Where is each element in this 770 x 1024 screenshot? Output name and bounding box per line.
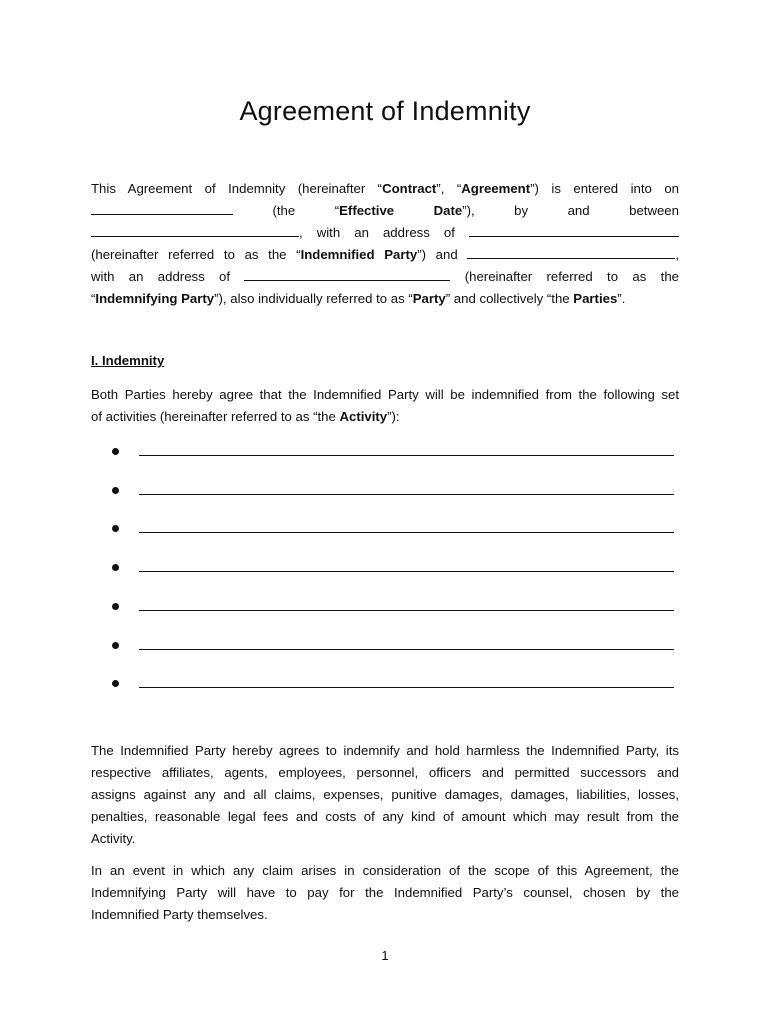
counsel-line-3: Indemnified Party themselves. — [91, 907, 268, 922]
activity-intro-paragraph — [91, 384, 679, 428]
page-number: 1 — [381, 948, 389, 963]
counsel-paragraph — [91, 860, 679, 926]
date-blank-field[interactable] — [91, 200, 233, 215]
term-activity: Activity — [339, 409, 388, 424]
bullet-icon — [112, 680, 119, 687]
bullet-icon — [112, 448, 119, 455]
activity-blank-field[interactable] — [139, 455, 674, 456]
term-contract: Contract — [382, 181, 437, 196]
intro-paragraph — [91, 178, 679, 310]
indemnify-line-3: assigns against any and all claims, expenses, punitive damages, damages, liabilities, losses, — [91, 787, 679, 802]
activity-blank-field[interactable] — [139, 687, 674, 688]
intro-line-3: , with an address of — [91, 222, 679, 244]
activity-intro-line-1: Both Parties hereby agree that the Indemnified Party will be indemnified from the following set — [91, 387, 679, 402]
indemnify-line-4: penalties, reasonable legal fees and costs of any kind of amount which may result from the — [91, 809, 679, 824]
activity-list-item — [112, 521, 674, 543]
activity-blank-field[interactable] — [139, 571, 674, 572]
bullet-icon — [112, 603, 119, 610]
term-party: Party — [412, 291, 446, 306]
term-indemnified-party: Indemnified Party — [300, 247, 418, 262]
activity-blank-field[interactable] — [139, 494, 674, 495]
intro-line-1: This Agreement of Indemnity (hereinafter “Contract”, “Agreement”) is entered into on — [91, 181, 679, 196]
indemnifying-party-address-blank[interactable] — [244, 266, 450, 281]
intro-line-4: (hereinafter referred to as the “Indemnified Party”) and , — [91, 244, 679, 266]
counsel-line-1: In an event in which any claim arises in consideration of the scope of this Agreement, the — [91, 863, 679, 878]
indemnify-paragraph — [91, 740, 679, 850]
activity-blank-field[interactable] — [139, 649, 674, 650]
term-effective-date: Effective Date — [339, 203, 463, 218]
activity-list-item — [112, 676, 674, 698]
activity-list-item — [112, 444, 674, 466]
indemnifying-party-name-blank[interactable] — [467, 244, 675, 259]
indemnify-line-2: respective affiliates, agents, employees, personnel, officers and permitted successors and — [91, 765, 679, 780]
activity-blank-field[interactable] — [139, 532, 674, 533]
counsel-line-2: Indemnifying Party will have to pay for the Indemnified Party’s counsel, chosen by the — [91, 885, 679, 900]
bullet-icon — [112, 525, 119, 532]
term-parties: Parties — [573, 291, 618, 306]
bullet-icon — [112, 564, 119, 571]
indemnified-party-address-blank[interactable] — [469, 222, 679, 237]
section-heading-indemnity: I. Indemnity — [91, 353, 165, 368]
indemnified-party-name-blank[interactable] — [91, 222, 299, 237]
activity-blank-field[interactable] — [139, 610, 674, 611]
term-agreement: Agreement — [461, 181, 531, 196]
intro-line-5: with an address of (hereinafter referred to as the — [91, 266, 679, 288]
activity-list-item — [112, 483, 674, 505]
activity-list-item — [112, 599, 674, 621]
intro-line-6: “Indemnifying Party”), also individually referred to as “Party” and collectively “the Parties”. — [91, 291, 626, 306]
activity-intro-line-2: of activities (hereinafter referred to as “the Activity”): — [91, 409, 400, 424]
activity-list-item — [112, 560, 674, 582]
intro-line-2: (the “Effective Date”), by and between — [91, 200, 679, 222]
bullet-icon — [112, 642, 119, 649]
document-title: Agreement of Indemnity — [239, 96, 531, 126]
bullet-icon — [112, 487, 119, 494]
indemnify-line-5: Activity. — [91, 831, 136, 846]
activity-list-item — [112, 638, 674, 660]
term-indemnifying-party: Indemnifying Party — [95, 291, 215, 306]
indemnify-line-1: The Indemnified Party hereby agrees to indemnify and hold harmless the Indemnified Party, its — [91, 743, 679, 758]
